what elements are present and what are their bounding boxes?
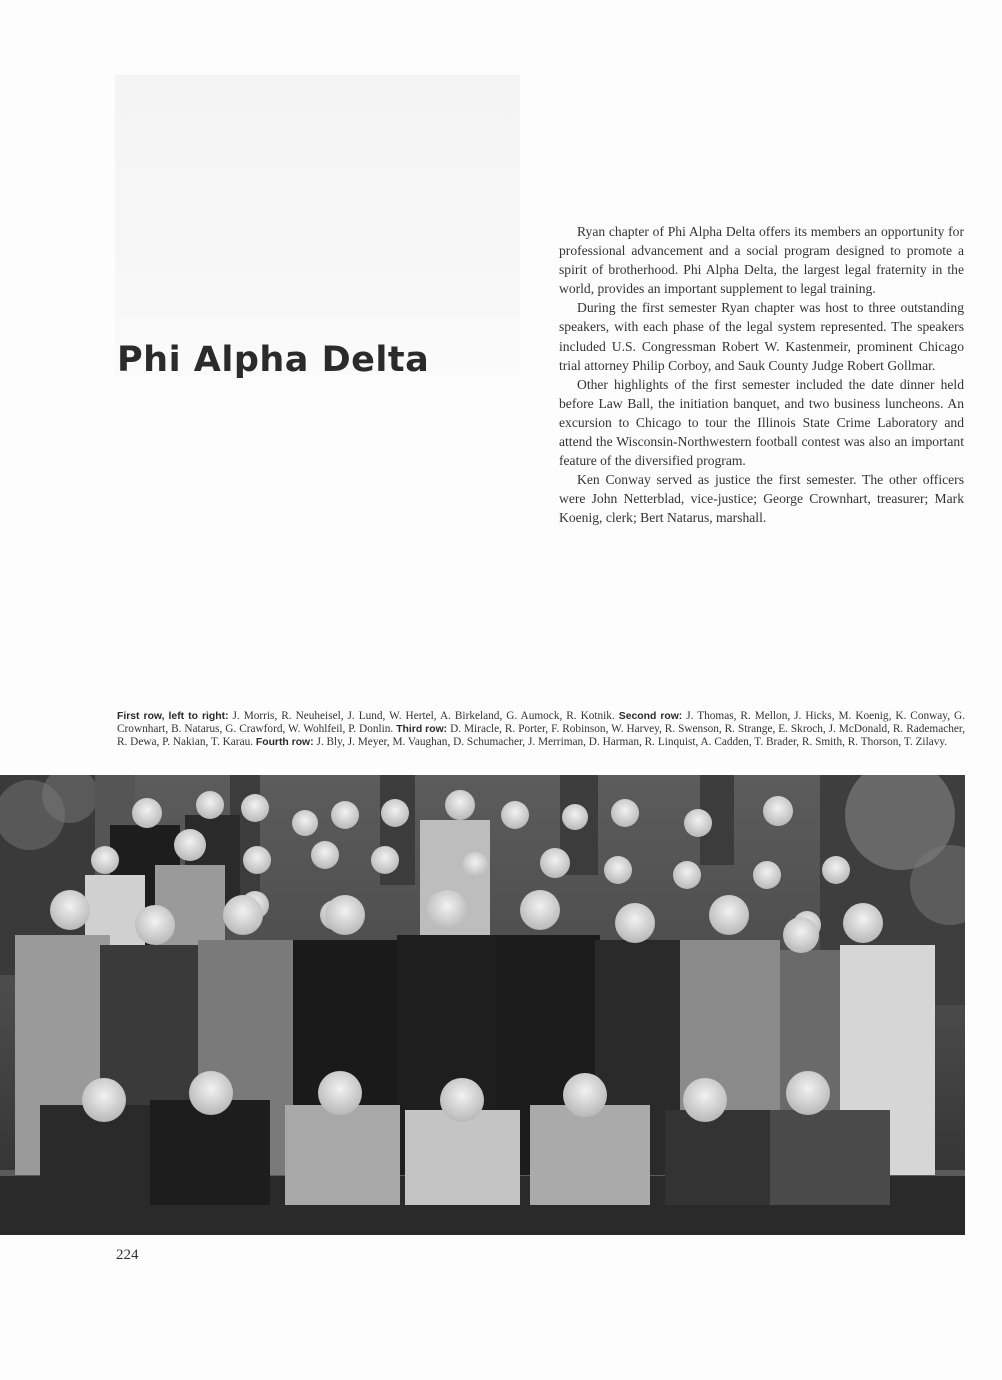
article-body: [559, 222, 964, 528]
page-number: 224: [116, 1247, 139, 1263]
photo-caption: [117, 710, 965, 750]
reverse-side-showthrough: [115, 75, 520, 375]
article-paragraph: Other highlights of the first semester included the date dinner held before Law Ball, the initiation banquet, and two business luncheons. An excursion to Chicago to tour the Illinois State Crime Laboratory and attend the Wisconsin-Northwestern football contest was also an important feature of the diversified program.: [559, 376, 964, 469]
caption-second-row-label: Second row:: [618, 711, 683, 722]
caption-second-row-names: J. Thomas, R. Mellon, J. Hicks, M. Koenig, K. Conway, G. Crownhart, B. Natarus, G. Crawford, W. Wohlfeil, P. Donlin.: [117, 710, 965, 736]
caption-third-row-label: Third row:: [396, 724, 448, 736]
page-title: Phi Alpha Delta: [117, 340, 430, 380]
caption-third-row-names: D. Miracle, R. Porter, F. Robinson, W. Harvey, R. Swenson, R. Strange, E. Skroch, J. McDonald, R. Rademacher, R. Dewa, P. Nakian, T. Karau.: [117, 723, 966, 749]
caption-fourth-row-label: Fourth row:: [255, 737, 314, 749]
caption-first-row-names: J. Morris, R. Neuheisel, J. Lund, W. Hertel, A. Birkeland, G. Aumock, R. Kotnik.: [232, 710, 615, 722]
caption-fourth-row-names: J. Bly, J. Meyer, M. Vaughan, D. Schumacher, J. Merriman, D. Harman, R. Linquist, A. Cadden, T. Brader, R. Smith, R. Thorson, T. Zilavy.: [316, 736, 948, 749]
group-photo: [0, 775, 965, 1235]
article-paragraph: During the first semester Ryan chapter was host to three outstanding speakers, with each phase of the legal system represented. The speakers included U.S. Congressman Robert W. Kastenmeir, prominent Chicago trial attorney Philip Corboy, and Sauk County Judge Robert Gollmar.: [559, 300, 964, 373]
article-paragraph: Ryan chapter of Phi Alpha Delta offers its members an opportunity for professional advancement and a social program designed to promote a spirit of brotherhood. Phi Alpha Delta, the largest legal fraternity in the world, provides an important supplement to legal training.: [559, 224, 964, 297]
caption-first-row-label: First row, left to right:: [117, 711, 229, 722]
article-paragraph: Ken Conway served as justice the first semester. The other officers were John Netterblad, vice-justice; George Crownhart, treasurer; Mark Koenig, clerk; Bert Natarus, marshall.: [559, 472, 964, 526]
group-photo-illustration: [0, 775, 965, 1235]
